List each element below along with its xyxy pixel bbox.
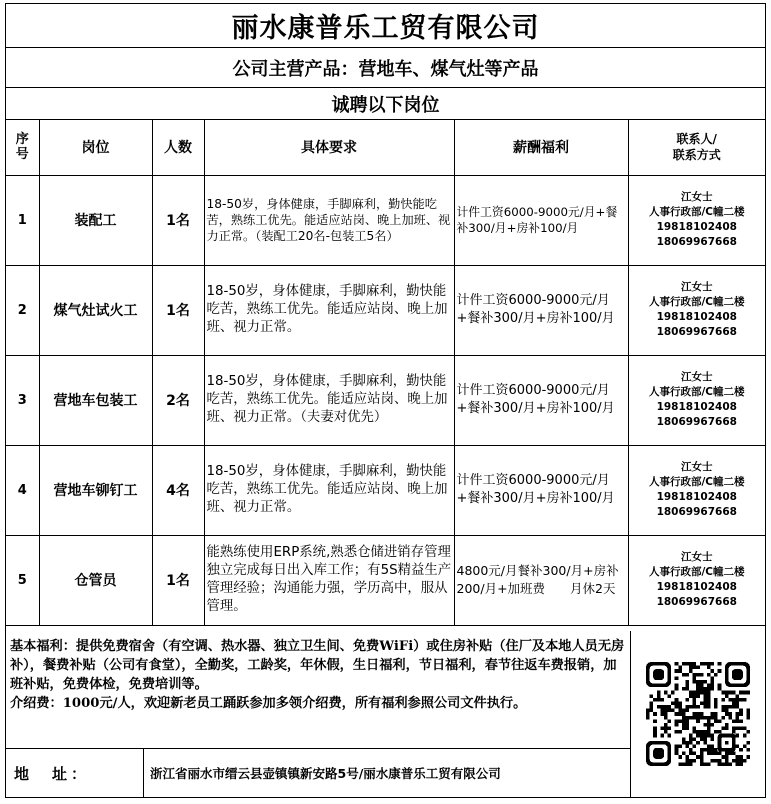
job-count: 1名	[152, 535, 204, 625]
job-position: 营地车铆钉工	[39, 445, 152, 535]
contact-phone2: 18069967668	[656, 506, 737, 518]
header-salary: 薪酬福利	[454, 120, 628, 175]
referral-text: 介绍费：1000元/人，欢迎新老员工踊跃参加多领介绍费，所有福利参照公司文件执行。	[10, 696, 527, 711]
job-position: 煤气灶试火工	[39, 265, 152, 355]
header-contact-line2: 联系方式	[672, 148, 721, 163]
qr-code-icon	[631, 631, 765, 797]
contact-phone1: 19818102408	[656, 221, 737, 233]
recruitment-sheet	[5, 3, 766, 798]
table-header-row	[6, 120, 765, 175]
jobs-table	[6, 120, 765, 626]
contact-name: 江女士	[681, 281, 713, 293]
job-index: 2	[6, 265, 39, 355]
job-requirements: 能熟练使用ERP系统,熟悉仓储进销存管理独立完成每日出入库工作；有5S精益生产管理经验；沟通能力强，学历高中，服从管理。	[204, 535, 454, 625]
table-row	[6, 445, 765, 535]
job-index: 4	[6, 445, 39, 535]
contact-name: 江女士	[681, 371, 713, 383]
header-count: 人数	[152, 120, 204, 175]
company-title: 丽水康普乐工贸有限公司	[6, 4, 765, 48]
qr-code-graphic	[646, 662, 750, 766]
job-contact	[628, 265, 765, 355]
header-index: 序号	[6, 120, 39, 175]
table-row	[6, 265, 765, 355]
contact-phone1: 19818102408	[656, 311, 737, 323]
contact-phone2: 18069967668	[656, 326, 737, 338]
contact-dept: 人事行政部/C幢二楼	[648, 296, 745, 308]
job-index: 1	[6, 175, 39, 265]
benefits-section	[6, 631, 631, 749]
header-requirements: 具体要求	[204, 120, 454, 175]
contact-phone1: 19818102408	[656, 491, 737, 503]
contact-name: 江女士	[681, 551, 713, 563]
job-position: 仓管员	[39, 535, 152, 625]
address-value: 浙江省丽水市缙云县壶镇镇新安路5号/丽水康普乐工贸有限公司	[144, 749, 631, 797]
job-contact	[628, 355, 765, 445]
job-salary: 计件工资6000-9000元/月+餐补300/月+房补100/月	[454, 355, 628, 445]
table-row	[6, 175, 765, 265]
job-contact	[628, 175, 765, 265]
job-contact	[628, 535, 765, 625]
job-salary: 4800元/月餐补300/月+房补200/月+加班费 月休2天	[454, 535, 628, 625]
contact-phone1: 19818102408	[656, 401, 737, 413]
job-requirements: 18-50岁，身体健康，手脚麻利，勤快能吃苦，熟练工优先。能适应站岗、晚上加班、视力正常。	[204, 445, 454, 535]
contact-dept: 人事行政部/C幢二楼	[648, 206, 745, 218]
header-contact-line1: 联系人/	[676, 132, 717, 147]
job-index: 3	[6, 355, 39, 445]
contact-dept: 人事行政部/C幢二楼	[648, 476, 745, 488]
job-salary: 计件工资6000-9000元/月+餐补300/月+房补100/月	[454, 265, 628, 355]
header-position: 岗位	[39, 120, 152, 175]
main-products: 公司主营产品：营地车、煤气灶等产品	[6, 48, 765, 88]
job-position: 营地车包装工	[39, 355, 152, 445]
job-count: 4名	[152, 445, 204, 535]
job-requirements: 18-50岁，身体健康，手脚麻利，勤快能吃苦，熟练工优先。能适应站岗、晚上加班、视力正常。	[204, 265, 454, 355]
job-contact	[628, 445, 765, 535]
contact-name: 江女士	[681, 461, 713, 473]
table-row	[6, 355, 765, 445]
recruit-heading: 诚聘以下岗位	[6, 88, 765, 120]
job-salary: 计件工资6000-9000元/月+餐补300/月+房补100/月	[454, 175, 628, 265]
header-contact	[628, 120, 765, 175]
job-requirements: 18-50岁，身体健康，手脚麻利，勤快能吃苦，熟练工优先。能适应站岗、晚上加班、视力正常。（夫妻对优先）	[204, 355, 454, 445]
job-requirements: 18-50岁，身体健康，手脚麻利，勤快能吃苦，熟练工优先。能适应站岗、晚上加班、视力正常。（装配工20名-包装工5名）	[204, 175, 454, 265]
address-label: 地 址：	[6, 749, 144, 797]
job-index: 5	[6, 535, 39, 625]
contact-dept: 人事行政部/C幢二楼	[648, 566, 745, 578]
contact-phone1: 19818102408	[656, 581, 737, 593]
contact-phone2: 18069967668	[656, 596, 737, 608]
contact-dept: 人事行政部/C幢二楼	[648, 386, 745, 398]
job-position: 装配工	[39, 175, 152, 265]
job-count: 1名	[152, 175, 204, 265]
job-count: 2名	[152, 355, 204, 445]
benefits-text: 基本福利：提供免费宿舍（有空调、热水器、独立卫生间、免费WiFi）或住房补贴（住厂及本地人员无房补），餐费补贴（公司有食堂），全勤奖，工龄奖，年休假，生日福利，节日福利，春节往返车费报销，加班补贴，免费体检，免费培训等。	[10, 639, 625, 692]
job-salary: 计件工资6000-9000元/月+餐补300/月+房补100/月	[454, 445, 628, 535]
table-row	[6, 535, 765, 625]
contact-phone2: 18069967668	[656, 416, 737, 428]
job-count: 1名	[152, 265, 204, 355]
contact-phone2: 18069967668	[656, 236, 737, 248]
contact-name: 江女士	[681, 191, 713, 203]
